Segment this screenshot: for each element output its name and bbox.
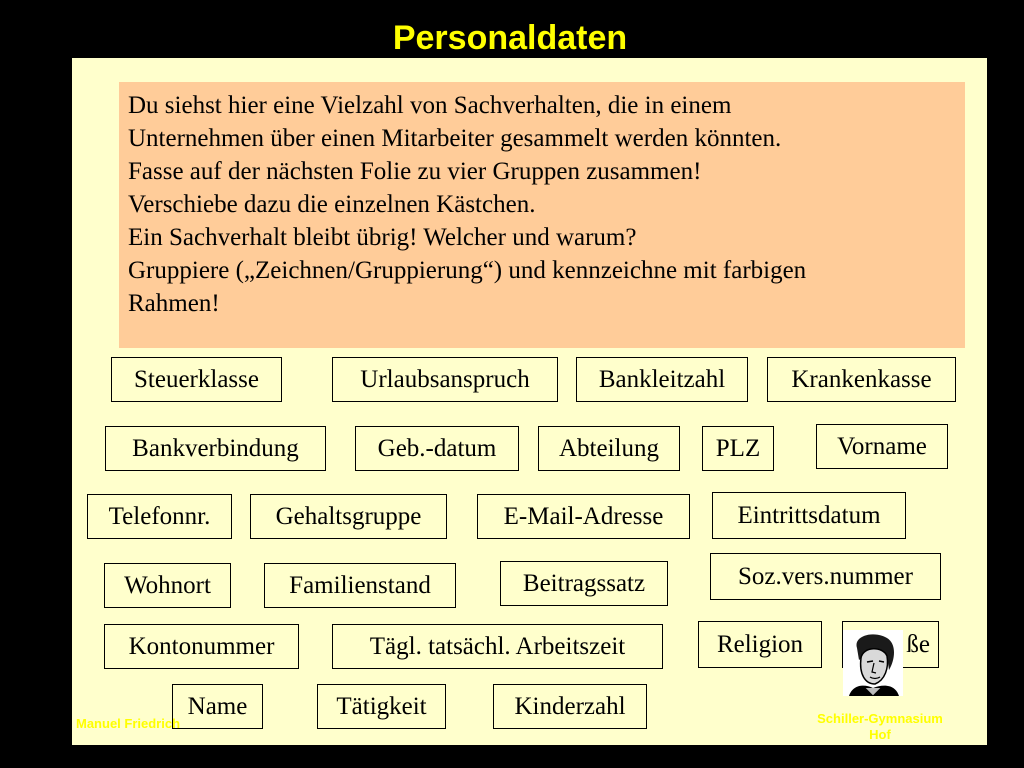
card-kontonummer[interactable]: Kontonummer (104, 624, 299, 669)
school-line-1: Schiller-Gymnasium (817, 711, 943, 726)
card-urlaubsanspruch[interactable]: Urlaubsanspruch (332, 357, 558, 402)
school-footer (796, 711, 964, 743)
instructions-box (119, 82, 965, 348)
card-email-adresse[interactable]: E-Mail-Adresse (477, 494, 690, 539)
card-plz[interactable]: PLZ (702, 426, 774, 471)
school-line-2: Hof (869, 727, 891, 742)
slide-title: Personaldaten (392, 19, 628, 57)
card-bankverbindung[interactable]: Bankverbindung (105, 426, 326, 471)
instructions-line: Verschiebe dazu die einzelnen Kästchen. (128, 191, 536, 218)
card-taetigkeit[interactable]: Tätigkeit (317, 684, 446, 729)
card-vorname[interactable]: Vorname (816, 424, 948, 469)
card-beitragssatz[interactable]: Beitragssatz (500, 561, 668, 606)
card-abteilung[interactable]: Abteilung (538, 426, 680, 471)
card-wohnort[interactable]: Wohnort (104, 563, 231, 608)
card-steuerklasse[interactable]: Steuerklasse (111, 357, 282, 402)
card-kinderzahl[interactable]: Kinderzahl (493, 684, 647, 729)
card-name[interactable]: Name (172, 684, 263, 729)
instructions-line: Rahmen! (128, 290, 220, 317)
card-telefonnr[interactable]: Telefonnr. (87, 494, 232, 539)
instructions-line: Gruppiere („Zeichnen/Gruppierung“) und kennzeichne mit farbigen (128, 257, 807, 284)
card-soz-vers-nummer[interactable]: Soz.vers.nummer (710, 553, 941, 600)
card-gehaltsgruppe[interactable]: Gehaltsgruppe (250, 494, 447, 539)
instructions-line: Ein Sachverhalt bleibt übrig! Welcher und warum? (128, 224, 637, 251)
schiller-portrait-image (843, 630, 903, 696)
card-taegl-arbeitszeit[interactable]: Tägl. tatsächl. Arbeitszeit (332, 624, 663, 669)
instructions-line: Fasse auf der nächsten Folie zu vier Gruppen zusammen! (128, 158, 702, 185)
card-krankenkasse[interactable]: Krankenkasse (767, 357, 956, 402)
card-bankleitzahl[interactable]: Bankleitzahl (576, 357, 748, 402)
card-familienstand[interactable]: Familienstand (264, 563, 456, 608)
instructions-line: Du siehst hier eine Vielzahl von Sachverhalten, die in einem (128, 92, 732, 119)
author-footer: Manuel Friedrich (76, 716, 181, 731)
instructions-line: Unternehmen über einen Mitarbeiter gesammelt werden könnten. (128, 125, 782, 152)
card-strasse[interactable]: ße (842, 621, 939, 668)
card-eintrittsdatum[interactable]: Eintrittsdatum (712, 492, 906, 539)
card-religion[interactable]: Religion (698, 621, 822, 668)
card-geb-datum[interactable]: Geb.-datum (355, 426, 519, 471)
